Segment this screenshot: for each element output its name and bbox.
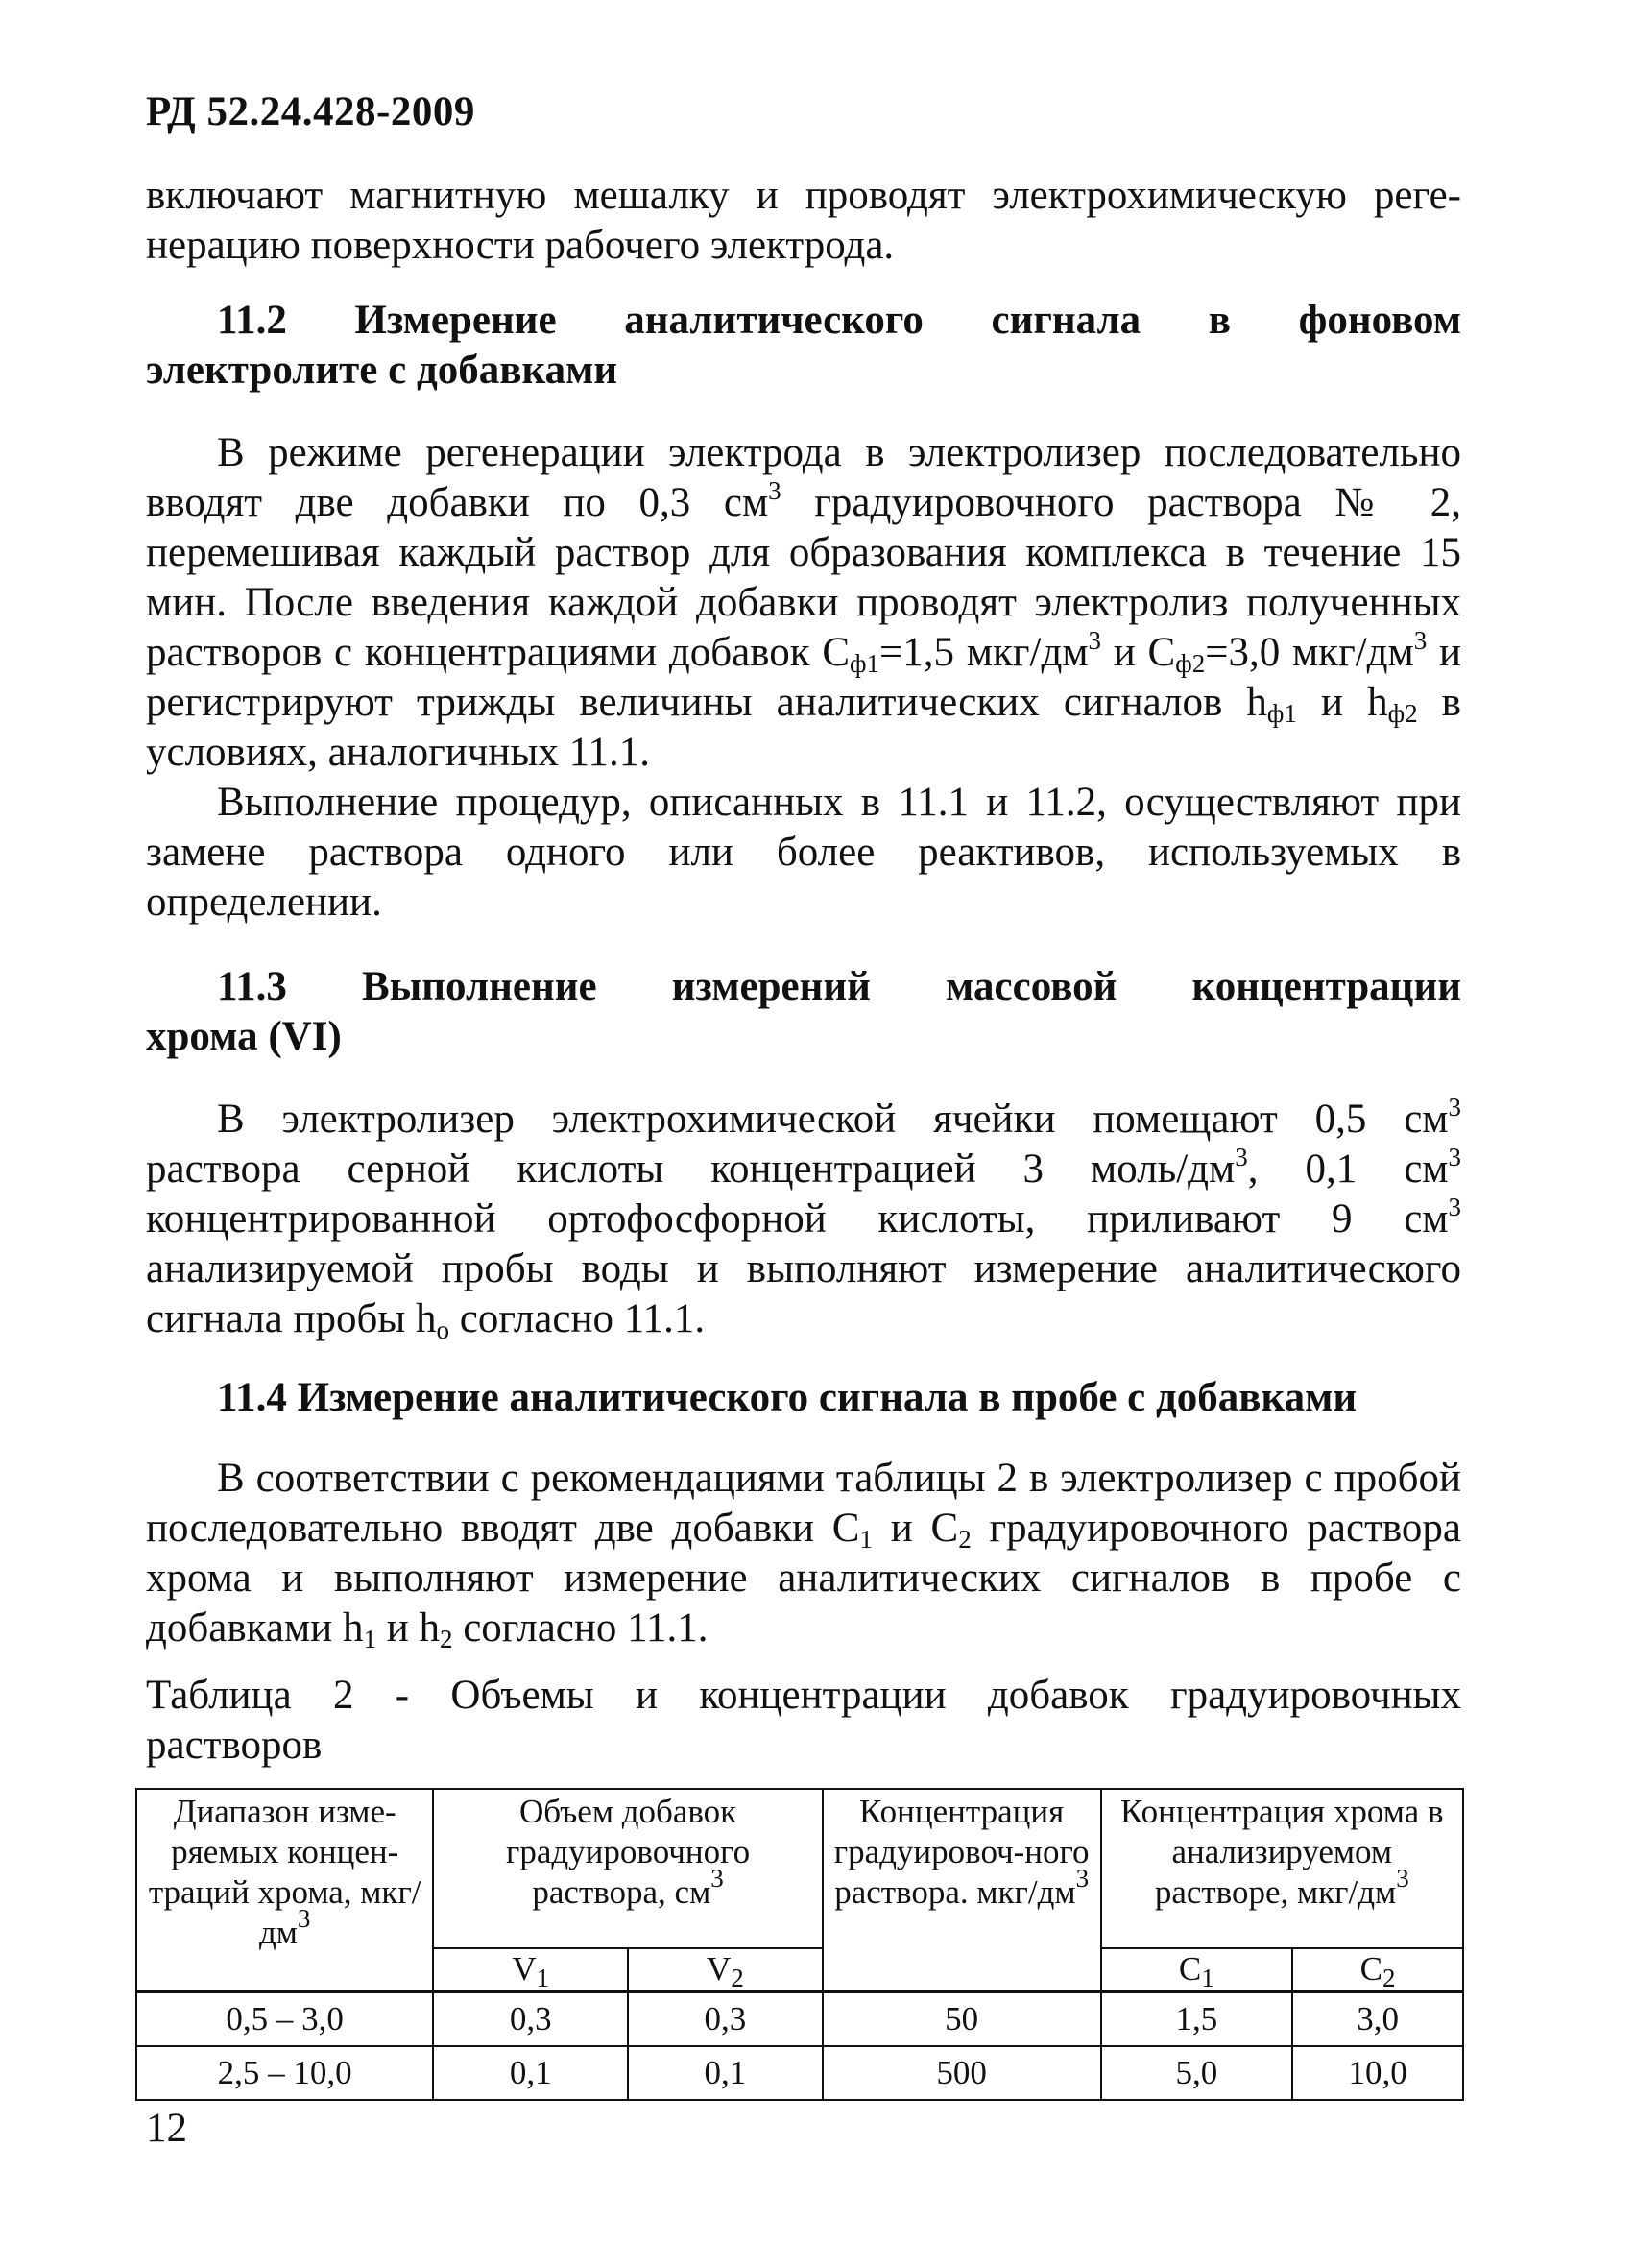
subscript: ф1 [1266, 699, 1297, 728]
text-run: и регистрируют трижды величины аналитических сигналов h [146, 630, 1462, 725]
table-cell: 0,3 [433, 1991, 628, 2046]
text-run: концентрированной ортофосфорной кислоты, приливают 9 см [146, 1196, 1449, 1242]
table-cell: 1,5 [1101, 1991, 1293, 2046]
header-cell-chromium-concentration [1101, 1789, 1464, 1948]
subheader-c2 [1292, 1948, 1463, 1991]
subscript: ф2 [1387, 699, 1418, 728]
text-run: раствора серной кислоты концентрацией 3 моль/дм [146, 1146, 1236, 1192]
subscript: 1 [1201, 1964, 1214, 1992]
subheader-v2 [628, 1948, 823, 1991]
table-cell: 3,0 [1292, 1991, 1463, 2046]
subscript: 2 [958, 1525, 972, 1554]
header-text: Объем добавок градуировочного раствора, см [505, 1793, 751, 1911]
table-cell: 500 [823, 2046, 1101, 2100]
section-heading-11-3 [146, 962, 1461, 1062]
superscript: 3 [1448, 1193, 1461, 1221]
subheader-v1 [433, 1948, 628, 1991]
heading-line: электролите с добавками [146, 348, 618, 393]
header-text: Концентрация хрома в анализируемом растворе, мкг/дм [1120, 1793, 1444, 1911]
table-cell: 5,0 [1101, 2046, 1293, 2100]
caption-line: растворов [146, 1723, 323, 1768]
text-run: согласно 11.1. [452, 1605, 709, 1651]
page-number: 12 [146, 2106, 187, 2151]
symbol: С [1178, 1950, 1202, 1988]
text-run: , 0,1 см [1247, 1146, 1449, 1192]
subscript: ф2 [1175, 649, 1206, 678]
paragraph-sample-additions [146, 1454, 1461, 1653]
paragraph-regeneration [146, 171, 1461, 271]
superscript: 3 [1235, 1143, 1248, 1171]
heading-line: 11.2 Измерение аналитического сигнала в фоновом [217, 298, 1461, 343]
subscript: 1 [363, 1625, 376, 1653]
paragraph-line: включают магнитную мешалку и проводят электрохимическую реге- [146, 173, 1461, 218]
text-run: градуировочного раствора № 2, перемешивая каждый раствор для образования комплекса в течение 15 мин. После введения каждой добавки проводят электролиз полученных растворов с концентрациями добавок С [146, 480, 1461, 675]
paragraph-background-additions [146, 428, 1461, 778]
superscript: 3 [1448, 1093, 1461, 1122]
subscript: 1 [536, 1964, 550, 1992]
section-heading-11-2 [146, 296, 1461, 396]
text-run: и h [375, 1605, 440, 1651]
header-text: Концентрация градуировоч-ного раствора. мкг/дм [833, 1793, 1090, 1911]
paragraph-procedure-repeat: Выполнение процедур, описанных в 11.1 и 11.2, осуществляют при замене раствора одного или более реактивов, используемых в определении. [146, 780, 1461, 925]
symbol: С [1359, 1950, 1383, 1988]
text-run: =3,0 мкг/дм [1205, 630, 1414, 675]
header-cell-range [136, 1789, 433, 1991]
superscript: 3 [768, 476, 781, 505]
table-cell: 0,5 – 3,0 [136, 1991, 433, 2046]
heading-line: 11.3 Выполнение измерений массовой концентрации [217, 964, 1461, 1009]
symbol: V [707, 1950, 732, 1988]
subscript: 2 [439, 1625, 453, 1653]
additions-table [135, 1788, 1464, 2101]
text-run: В режиме регенерации электрода в электролизер последовательно вводят две добавки по 0,3 см [146, 430, 1461, 525]
text-run: согласно 11.1. [449, 1296, 706, 1341]
header-cell-volume [433, 1789, 822, 1948]
subscript: 2 [731, 1964, 744, 1992]
symbol: V [512, 1950, 537, 1988]
superscript: 3 [710, 1864, 724, 1893]
text-run: анализируемой пробы воды и выполняют измерение аналитического сигнала пробы h [146, 1246, 1461, 1341]
superscript: 3 [1396, 1864, 1409, 1893]
table-cell: 0,1 [628, 2046, 823, 2100]
subscript: 2 [1382, 1964, 1396, 1992]
table-row [136, 1991, 1463, 2046]
table-cell: 0,1 [433, 2046, 628, 2100]
text-run: и С [1101, 630, 1176, 675]
subscript: 1 [859, 1525, 873, 1554]
paragraph-line: нерацию поверхности рабочего электрода. [146, 223, 895, 268]
document-code-header: РД 52.24.428-2009 [146, 89, 475, 134]
superscript: 3 [1413, 626, 1428, 655]
text-run: В электролизер электрохимической ячейки помещают 0,5 см [217, 1097, 1449, 1142]
table-cell: 50 [823, 1991, 1101, 2046]
superscript: 3 [1075, 1864, 1090, 1893]
table-cell: 2,5 – 10,0 [136, 2046, 433, 2100]
subscript: ф1 [850, 649, 880, 678]
superscript: 3 [1088, 626, 1102, 655]
paragraph-measurement-chromium [146, 1095, 1461, 1344]
text-run: и h [1296, 680, 1388, 725]
text-run: и С [872, 1506, 959, 1551]
table-cell: 10,0 [1292, 2046, 1463, 2100]
superscript: 3 [1448, 1143, 1462, 1171]
superscript: 3 [297, 1904, 311, 1933]
heading-line: хрома (VI) [146, 1014, 342, 1059]
text-run: В соответствии с рекомендациями таблицы 2 в электролизер с пробой последовательно вводят две добавки С [146, 1456, 1461, 1551]
subheader-c1 [1101, 1948, 1293, 1991]
section-heading-11-4: 11.4 Измерение аналитического сигнала в пробе с добавками [217, 1375, 1358, 1420]
text-run: =1,5 мкг/дм [879, 630, 1089, 675]
table-caption [146, 1671, 1461, 1771]
table-header-row [136, 1789, 1463, 1948]
text-run: в условиях, аналогичных 11.1. [146, 680, 1461, 775]
text-run: градуировочного раствора хрома и выполняют измерение аналитических сигналов в пробе с добавками h [146, 1506, 1461, 1651]
table-cell: 0,3 [628, 1991, 823, 2046]
header-cell-solution-concentration [823, 1789, 1101, 1991]
subscript: о [436, 1315, 450, 1344]
table-row [136, 2046, 1463, 2100]
header-text: Диапазон изме-ряемых концен-траций хрома, мкг/дм [148, 1793, 421, 1951]
caption-line: Таблица 2 - Объемы и концентрации добавок градуировочных [146, 1673, 1461, 1718]
